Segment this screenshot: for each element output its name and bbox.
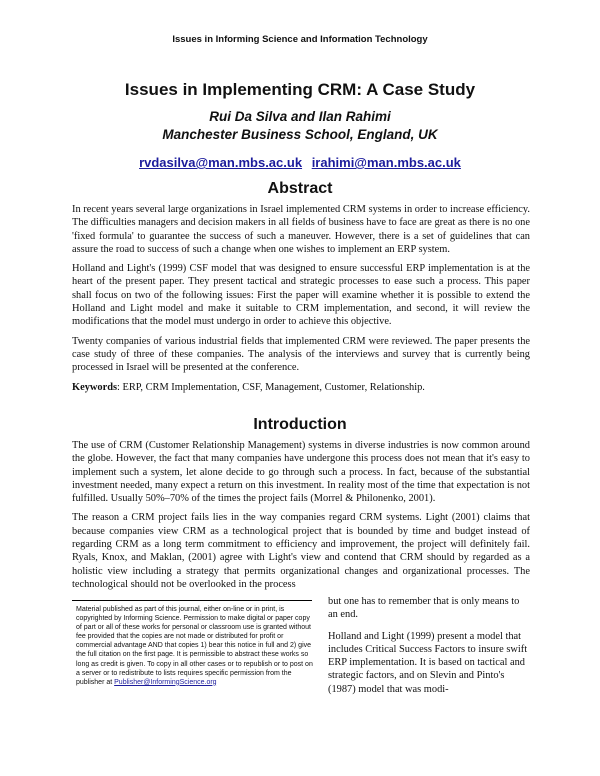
email-link-rahimi[interactable]: irahimi@man.mbs.ac.uk xyxy=(311,155,461,170)
running-header: Issues in Informing Science and Information Technology xyxy=(172,34,428,45)
introduction-paragraph: The use of CRM (Customer Relationship Management) systems in diverse industries is now common around the globe. However, the fact that many companies have undergone this process does not mean that it's easy to implement such a system, let alone decide to go through such a process. In fact, because of the substantial investment needed, many expect a return on this investment. In reality most of the time that expectation is not fulfilled. Usually 50%–70% of the times the project fails (Morrel & Philonenko, 2001). xyxy=(72,440,530,505)
right-column-paragraph: Holland and Light (1999) present a model that includes Critical Success Factors to insure swift ERP implementation. It is based on tactical and strategic factors, and on Slevin and Pinto's (1987) model that was modi- xyxy=(328,630,528,695)
introduction-body xyxy=(72,439,530,597)
copyright-footnote xyxy=(76,605,316,687)
abstract-paragraph: Holland and Light's (1999) CSF model that was designed to ensure successful ERP implementation is at the heart of the present paper. They present tactical and strategic processes to ease such a process. This paper shall focus on two of the following issues: First the paper will examine whether it is possible to extend the Holland and Light model and make it suitable to CRM implementation, and second, it will review the modifications that the model must undergo in order to achieve this objective. xyxy=(72,263,530,328)
footnote-text: Material published as part of this journal, either on-line or in print, is copyrighted by Informing Science. Permission to make digital or paper copy of part or all of these works for personal or classroom use is granted without fee provided that the copies are not made or distributed for profit or commercial advantage AND that copies 1) bear this notice in full and 2) give the full citation on the first page. It is permissible to abstract these works so long as credit is given. To copy in all other cases or to republish or to post on a server or to redistribute to lists requires specific permission from the publisher at xyxy=(76,606,313,686)
keywords-line xyxy=(72,381,530,394)
author-block xyxy=(0,108,600,144)
abstract-paragraph: Twenty companies of various industrial fields that implemented CRM were reviewed. The paper presents the case study of three of these companies. The analysis of the interviews and survey that is currently being processed in Israel will be presented at the conference. xyxy=(72,335,530,374)
abstract-body xyxy=(72,203,530,400)
email-link-da-silva[interactable]: rvdasilva@man.mbs.ac.uk xyxy=(139,155,303,170)
author-emails xyxy=(0,155,600,170)
author-affiliation: Manchester Business School, England, UK xyxy=(162,127,438,142)
introduction-heading: Introduction xyxy=(253,416,347,433)
introduction-paragraph: The reason a CRM project fails lies in the way companies regard CRM systems. Light (2001) claims that because companies view CRM as a technological project that is bounded by time and budget instead of regarding CRM as a long term commitment to efficiency and improvement, the project will definitely fail. Ryals, Knox, and Maklan, (2001) agree with Light's view and contend that CRM should by regarded as a holistic view including a strategy that permits organizational changes and organizational processes. The technological should not be overlooked in the process xyxy=(72,512,530,590)
abstract-paragraph: In recent years several large organizations in Israel implemented CRM systems in order to increase efficiency. The difficulties managers and decision makers in all fields of business have to face are great as there is no one 'fixed formula' to guarantee the success of such a maneuver. However, there is a set of guidelines that can assure the road to success of such a change when one wishes to implement an ERP system. xyxy=(72,204,530,255)
footnote-divider xyxy=(72,600,312,601)
keywords-label: Keywords xyxy=(72,381,118,393)
keywords-list: : ERP, CRM Implementation, CSF, Management, Customer, Relationship. xyxy=(117,381,425,393)
paper-title: Issues in Implementing CRM: A Case Study xyxy=(124,80,476,99)
publisher-email-link[interactable]: Publisher@InformingScience.org xyxy=(114,678,217,686)
author-names: Rui Da Silva and Ilan Rahimi xyxy=(209,109,391,124)
right-column-paragraph: but one has to remember that is only means to an end. xyxy=(328,596,520,621)
right-column-text xyxy=(328,595,528,704)
abstract-heading: Abstract xyxy=(267,180,333,197)
